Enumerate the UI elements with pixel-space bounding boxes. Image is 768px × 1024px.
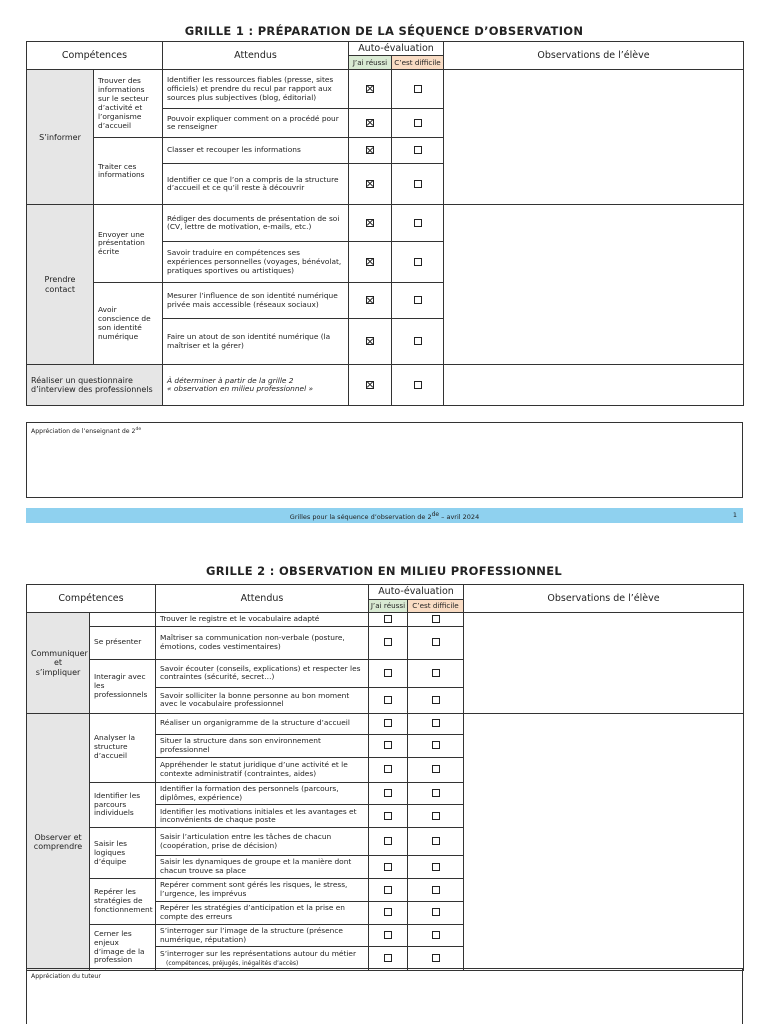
- checkbox-ok[interactable]: [384, 954, 392, 962]
- checkbox-difficult[interactable]: [414, 219, 422, 227]
- checkbox-ok-cell: [349, 365, 392, 406]
- checkbox-ok-cell: [369, 856, 408, 879]
- checkbox-difficult[interactable]: [432, 954, 440, 962]
- competence-group: Prendre contact: [27, 205, 94, 365]
- attendu: Classer et recouper les informations: [163, 138, 349, 164]
- header-observations: Observations de l’élève: [444, 42, 744, 70]
- sub-competence: Cerner les enjeux d’image de la profession: [90, 924, 156, 971]
- attendu: Pouvoir expliquer comment on a procédé pour se renseigner: [163, 109, 349, 138]
- header-auto-evaluation: Auto-évaluation: [349, 42, 444, 56]
- checkbox-difficult-cell: [392, 138, 444, 164]
- checkbox-difficult-cell: [408, 782, 464, 805]
- checkbox-difficult-cell: [408, 626, 464, 659]
- checkbox-difficult[interactable]: [432, 719, 440, 727]
- checkbox-ok[interactable]: [384, 789, 392, 797]
- grille2-table: [26, 584, 744, 971]
- sub-competence: Saisir les logiques d’équipe: [90, 828, 156, 879]
- checkbox-difficult[interactable]: [414, 337, 422, 345]
- checkbox-difficult[interactable]: [432, 908, 440, 916]
- header-difficult: C’est difficile: [392, 56, 444, 70]
- checkbox-difficult[interactable]: [432, 765, 440, 773]
- observations-cell[interactable]: [444, 365, 744, 406]
- checkbox-difficult-cell: [392, 164, 444, 205]
- checkbox-difficult-cell: [392, 70, 444, 109]
- attendu: À déterminer à partir de la grille 2 « observation en milieu professionnel »: [163, 365, 349, 406]
- page-number: 1: [732, 511, 737, 519]
- competence-group: Réaliser un questionnaire d’interview des professionnels: [27, 365, 163, 406]
- attendu: Faire un atout de son identité numérique (la maîtriser et la gérer): [163, 319, 349, 365]
- checkbox-ok-cell: [349, 70, 392, 109]
- table-row: [27, 205, 744, 242]
- checkbox-difficult[interactable]: [432, 812, 440, 820]
- checkbox-ok-cell: [369, 626, 408, 659]
- checkbox-difficult[interactable]: [414, 296, 422, 304]
- checkbox-ok[interactable]: [366, 381, 374, 389]
- checkbox-ok[interactable]: [384, 812, 392, 820]
- table-row: [27, 70, 744, 109]
- table-row: [27, 613, 744, 627]
- checkbox-difficult[interactable]: [414, 180, 422, 188]
- header-competences: Compétences: [27, 585, 156, 613]
- header-attendus: Attendus: [163, 42, 349, 70]
- checkbox-ok[interactable]: [384, 837, 392, 845]
- header-observations: Observations de l’élève: [464, 585, 744, 613]
- checkbox-ok-cell: [369, 782, 408, 805]
- checkbox-ok-cell: [349, 109, 392, 138]
- checkbox-ok[interactable]: [384, 638, 392, 646]
- attendu: Identifier la formation des personnels (parcours, diplômes, expérience): [156, 782, 369, 805]
- checkbox-difficult-cell: [408, 734, 464, 757]
- competence-group: S’informer: [27, 70, 94, 205]
- competence-group: Communiquer et s’impliquer: [27, 613, 90, 714]
- checkbox-ok-cell: [349, 138, 392, 164]
- attendu: Saisir l’articulation entre les tâches de chacun (coopération, prise de décision): [156, 828, 369, 856]
- attendu: Savoir écouter (conseils, explications) et respecter les contraintes (sécurité, secret…): [156, 659, 369, 687]
- checkbox-ok-cell: [349, 319, 392, 365]
- checkbox-difficult-cell: [408, 659, 464, 687]
- footer-text: Grilles pour la séquence d’observation de 2de – avril 2024: [289, 511, 480, 522]
- grille1-table: [26, 41, 744, 406]
- checkbox-ok-cell: [369, 828, 408, 856]
- checkbox-difficult-cell: [408, 805, 464, 828]
- sub-competence: [90, 613, 156, 627]
- attendu: Rédiger des documents de présentation de soi (CV, lettre de motivation, e-mails, etc.): [163, 205, 349, 242]
- sub-competence: Envoyer une présentation écrite: [94, 205, 163, 283]
- checkbox-ok-cell: [349, 242, 392, 283]
- sub-competence: Analyser la structure d’accueil: [90, 713, 156, 782]
- checkbox-difficult[interactable]: [414, 85, 422, 93]
- checkbox-difficult-cell: [408, 879, 464, 902]
- observations-cell[interactable]: [464, 713, 744, 971]
- checkbox-difficult[interactable]: [414, 381, 422, 389]
- checkbox-ok-cell: [369, 901, 408, 924]
- attendu: Repérer les stratégies d’anticipation et la prise en compte des erreurs: [156, 901, 369, 924]
- header-competences: Compétences: [27, 42, 163, 70]
- attendu: Appréhender le statut juridique d’une activité et le contexte administratif (contraintes, aides): [156, 757, 369, 782]
- grille2-title: GRILLE 2 : OBSERVATION EN MILIEU PROFESSIONNEL: [205, 564, 562, 578]
- teacher-appreciation-label: Appréciation de l’enseignant de 2: [31, 428, 136, 436]
- checkbox-ok[interactable]: [384, 765, 392, 773]
- checkbox-difficult[interactable]: [432, 837, 440, 845]
- attendu: Trouver le registre et le vocabulaire adapté: [156, 613, 369, 627]
- checkbox-difficult-cell: [408, 613, 464, 627]
- sub-competence: Interagir avec les professionnels: [90, 659, 156, 713]
- header-attendus: Attendus: [156, 585, 369, 613]
- checkbox-difficult-cell: [408, 828, 464, 856]
- checkbox-ok-cell: [369, 757, 408, 782]
- sub-competence: Se présenter: [90, 626, 156, 659]
- checkbox-difficult[interactable]: [432, 789, 440, 797]
- checkbox-difficult[interactable]: [432, 741, 440, 749]
- checkbox-ok[interactable]: [384, 908, 392, 916]
- checkbox-difficult-cell: [408, 924, 464, 947]
- attendu: Savoir traduire en compétences ses expériences personnelles (voyages, bénévolat, pratiques sportives ou artistiques): [163, 242, 349, 283]
- attendu: S’interroger sur l’image de la structure (présence numérique, réputation): [156, 924, 369, 947]
- observations-cell[interactable]: [464, 613, 744, 714]
- checkbox-ok[interactable]: [366, 337, 374, 345]
- checkbox-ok-cell: [369, 713, 408, 734]
- checkbox-ok[interactable]: [384, 696, 392, 704]
- checkbox-ok-cell: [369, 879, 408, 902]
- checkbox-difficult-cell: [408, 713, 464, 734]
- sub-competence: Repérer les stratégies de fonctionnement: [90, 879, 156, 925]
- attendu: Réaliser un organigramme de la structure d’accueil: [156, 713, 369, 734]
- checkbox-difficult[interactable]: [432, 669, 440, 677]
- header-difficult: C’est difficile: [408, 600, 464, 613]
- checkbox-ok[interactable]: [366, 119, 374, 127]
- checkbox-difficult[interactable]: [414, 146, 422, 154]
- attendu: Situer la structure dans son environnement professionnel: [156, 734, 369, 757]
- checkbox-ok-cell: [369, 613, 408, 627]
- checkbox-ok[interactable]: [366, 85, 374, 93]
- attendu: Maîtriser sa communication non-verbale (posture, émotions, codes vestimentaires): [156, 626, 369, 659]
- attendu: Identifier les ressources fiables (presse, sites officiels) et prendre du recul par rapport aux sources plus subjectives (blog, éditorial): [163, 70, 349, 109]
- checkbox-ok[interactable]: [366, 258, 374, 266]
- checkbox-difficult[interactable]: [414, 119, 422, 127]
- checkbox-difficult-cell: [392, 319, 444, 365]
- sub-competence: Trouver des informations sur le secteur d’activité et l’organisme d’accueil: [94, 70, 163, 138]
- checkbox-ok[interactable]: [384, 741, 392, 749]
- checkbox-ok-cell: [369, 734, 408, 757]
- tutor-appreciation-box[interactable]: [26, 968, 743, 1024]
- checkbox-difficult-cell: [392, 205, 444, 242]
- checkbox-ok-cell: [369, 687, 408, 713]
- teacher-appreciation-box[interactable]: Appréciation de l’enseignant de 2de: [26, 422, 743, 498]
- checkbox-difficult-cell: [392, 283, 444, 319]
- checkbox-difficult[interactable]: [432, 615, 440, 623]
- checkbox-difficult-cell: [408, 856, 464, 879]
- observations-cell[interactable]: [444, 205, 744, 365]
- competence-group: Observer et comprendre: [27, 713, 90, 971]
- header-ok: J’ai réussi: [369, 600, 408, 613]
- checkbox-ok[interactable]: [366, 296, 374, 304]
- attendu: Identifier les motivations initiales et les avantages et inconvénients de chaque poste: [156, 805, 369, 828]
- checkbox-difficult-cell: [392, 242, 444, 283]
- checkbox-ok-cell: [349, 164, 392, 205]
- checkbox-difficult[interactable]: [432, 638, 440, 646]
- tutor-appreciation-label: Appréciation du tuteur: [31, 973, 101, 980]
- attendu: Identifier ce que l’on a compris de la structure d’accueil et ce qu’il reste à découvrir: [163, 164, 349, 205]
- attendu: Mesurer l’influence de son identité numérique privée mais accessible (réseaux sociaux): [163, 283, 349, 319]
- checkbox-ok-cell: [349, 205, 392, 242]
- checkbox-ok[interactable]: [384, 863, 392, 871]
- attendu: Repérer comment sont gérés les risques, le stress, l’urgence, les imprévus: [156, 879, 369, 902]
- sub-competence: Traiter ces informations: [94, 138, 163, 205]
- page-footer: [26, 508, 743, 523]
- checkbox-difficult[interactable]: [432, 886, 440, 894]
- header-auto-evaluation: Auto-évaluation: [369, 585, 464, 600]
- checkbox-difficult-cell: [392, 109, 444, 138]
- checkbox-difficult[interactable]: [432, 696, 440, 704]
- checkbox-ok[interactable]: [366, 180, 374, 188]
- checkbox-ok-cell: [369, 659, 408, 687]
- checkbox-ok[interactable]: [384, 669, 392, 677]
- grille1-title: GRILLE 1 : PRÉPARATION DE LA SÉQUENCE D’OBSERVATION: [184, 24, 584, 38]
- checkbox-ok[interactable]: [384, 719, 392, 727]
- checkbox-difficult[interactable]: [414, 258, 422, 266]
- checkbox-ok[interactable]: [366, 219, 374, 227]
- checkbox-difficult[interactable]: [432, 863, 440, 871]
- observations-cell[interactable]: [444, 70, 744, 205]
- checkbox-ok-cell: [369, 924, 408, 947]
- checkbox-difficult-cell: [408, 901, 464, 924]
- attendu: Savoir solliciter la bonne personne au bon moment avec le vocabulaire professionnel: [156, 687, 369, 713]
- header-ok: J’ai réussi: [349, 56, 392, 70]
- sub-competence: Identifier les parcours individuels: [90, 782, 156, 828]
- table-row: [27, 713, 744, 734]
- checkbox-difficult-cell: [408, 757, 464, 782]
- checkbox-ok-cell: [349, 283, 392, 319]
- checkbox-ok[interactable]: [384, 615, 392, 623]
- checkbox-ok[interactable]: [366, 146, 374, 154]
- checkbox-difficult-cell: [408, 687, 464, 713]
- attendu: Saisir les dynamiques de groupe et la manière dont chacun trouve sa place: [156, 856, 369, 879]
- table-row: [27, 365, 744, 406]
- checkbox-difficult[interactable]: [432, 931, 440, 939]
- checkbox-difficult-cell: [392, 365, 444, 406]
- checkbox-ok[interactable]: [384, 886, 392, 894]
- attendu: S’interroger sur les représentations autour du métier (compétences, préjugés, inégalités d’accès): [156, 947, 369, 971]
- sub-competence: Avoir conscience de son identité numérique: [94, 283, 163, 365]
- checkbox-ok[interactable]: [384, 931, 392, 939]
- checkbox-ok-cell: [369, 805, 408, 828]
